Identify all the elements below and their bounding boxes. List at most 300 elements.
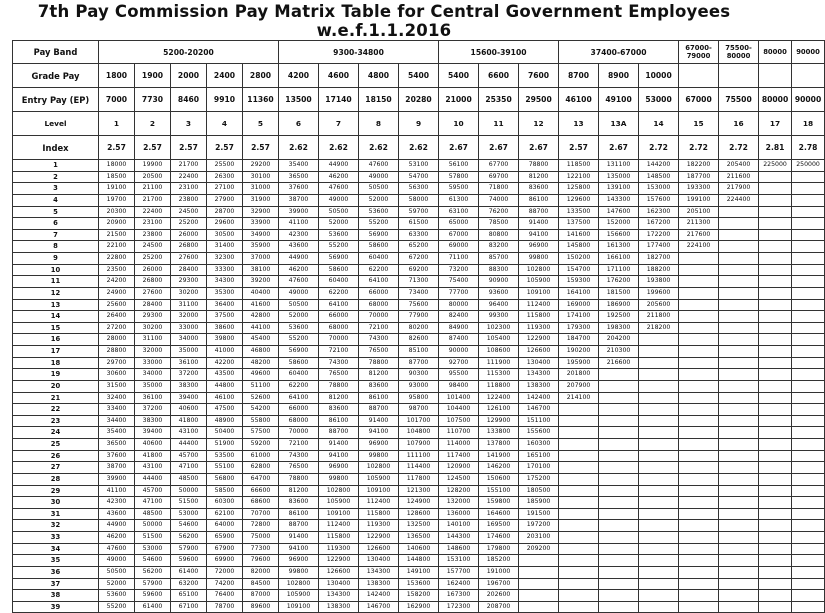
pay-cell <box>679 532 719 544</box>
pay-cell: 29200 <box>243 160 279 172</box>
pay-cell: 225000 <box>759 160 792 172</box>
pay-cell: 39400 <box>171 392 207 404</box>
table-row <box>13 497 825 509</box>
pay-cell: 83200 <box>479 241 519 253</box>
pay-cell: 53000 <box>171 508 207 520</box>
pay-cell: 197200 <box>519 520 559 532</box>
pay-cell: 112400 <box>359 497 399 509</box>
grade-pay-cell: 4800 <box>359 64 399 88</box>
pay-cell <box>759 392 792 404</box>
entry-pay-cell: 9910 <box>207 88 243 112</box>
pay-cell: 58600 <box>319 264 359 276</box>
pay-cell: 33300 <box>207 264 243 276</box>
pay-cell: 27600 <box>171 253 207 265</box>
table-row <box>13 415 825 427</box>
grade-pay-cell: 7600 <box>519 64 559 88</box>
pay-cell: 27200 <box>99 322 135 334</box>
level-cell: 13A <box>599 112 639 136</box>
pay-cell <box>679 543 719 555</box>
pay-cell: 96900 <box>279 555 319 567</box>
index-value-cell: 2.57 <box>99 136 135 160</box>
pay-cell <box>639 555 679 567</box>
row-index-cell: 3 <box>13 183 99 195</box>
table-row <box>13 473 825 485</box>
pay-cell: 46200 <box>279 264 319 276</box>
pay-cell: 34400 <box>99 415 135 427</box>
pay-cell: 147600 <box>599 206 639 218</box>
grade-pay-cell: 8700 <box>559 64 599 88</box>
pay-cell: 28400 <box>135 299 171 311</box>
pay-cell: 153000 <box>639 183 679 195</box>
pay-cell: 91400 <box>319 439 359 451</box>
pay-cell: 63300 <box>399 229 439 241</box>
pay-cell: 28700 <box>207 206 243 218</box>
pay-cell <box>679 299 719 311</box>
pay-cell: 32000 <box>135 346 171 358</box>
pay-cell: 32300 <box>207 253 243 265</box>
pay-cell <box>719 206 759 218</box>
row-index-cell: 34 <box>13 543 99 555</box>
pay-cell: 112400 <box>519 299 559 311</box>
pay-cell: 142400 <box>359 590 399 602</box>
pay-cell: 37600 <box>279 183 319 195</box>
pay-cell <box>719 520 759 532</box>
pay-cell: 27900 <box>207 194 243 206</box>
pay-cell: 81200 <box>519 171 559 183</box>
pay-cell: 126600 <box>359 543 399 555</box>
pay-cell: 49600 <box>243 369 279 381</box>
level-cell: 1 <box>99 112 135 136</box>
pay-cell: 148500 <box>639 171 679 183</box>
index-label: Index <box>13 136 99 160</box>
pay-cell <box>559 462 599 474</box>
row-index-cell: 20 <box>13 380 99 392</box>
row-index-cell: 4 <box>13 194 99 206</box>
pay-cell: 56100 <box>439 160 479 172</box>
entry-pay-cell: 13500 <box>279 88 319 112</box>
level-row <box>13 112 825 136</box>
entry-pay-cell: 17140 <box>319 88 359 112</box>
pay-cell: 68000 <box>279 415 319 427</box>
pay-cell <box>759 276 792 288</box>
pay-cell: 54600 <box>135 555 171 567</box>
pay-cell: 102800 <box>519 264 559 276</box>
pay-cell: 34900 <box>243 229 279 241</box>
pay-cell <box>559 601 599 613</box>
pay-cell: 61300 <box>439 194 479 206</box>
pay-cell: 40600 <box>135 439 171 451</box>
pay-cell: 61500 <box>399 218 439 230</box>
pay-cell: 146700 <box>519 404 559 416</box>
pay-cell: 29600 <box>207 218 243 230</box>
pay-cell <box>719 415 759 427</box>
pay-cell: 165100 <box>519 450 559 462</box>
pay-cell: 30200 <box>135 322 171 334</box>
pay-cell: 224100 <box>679 241 719 253</box>
pay-cell: 22800 <box>99 253 135 265</box>
pay-cell <box>719 369 759 381</box>
pay-cell: 175200 <box>519 473 559 485</box>
table-row <box>13 566 825 578</box>
pay-cell: 107500 <box>439 415 479 427</box>
pay-cell: 21700 <box>135 194 171 206</box>
pay-cell: 25500 <box>207 160 243 172</box>
pay-cell: 26300 <box>207 171 243 183</box>
entry-pay-cell: 18150 <box>359 88 399 112</box>
pay-cell: 74200 <box>207 578 243 590</box>
pay-cell <box>759 427 792 439</box>
pay-cell: 184700 <box>559 334 599 346</box>
pay-cell: 159300 <box>559 276 599 288</box>
pay-cell <box>719 380 759 392</box>
pay-cell: 86100 <box>279 508 319 520</box>
pay-cell <box>519 578 559 590</box>
grade-pay-cell: 1900 <box>135 64 171 88</box>
pay-cell <box>559 497 599 509</box>
pay-cell: 72100 <box>319 346 359 358</box>
table-row <box>13 462 825 474</box>
pay-cell: 185900 <box>519 497 559 509</box>
pay-cell: 20900 <box>99 218 135 230</box>
pay-cell: 64100 <box>279 392 319 404</box>
pay-cell: 174600 <box>479 532 519 544</box>
pay-band-cell: 5200-20200 <box>99 41 279 64</box>
pay-cell <box>792 171 825 183</box>
pay-cell: 104800 <box>399 427 439 439</box>
pay-cell: 23500 <box>99 264 135 276</box>
pay-cell: 63100 <box>439 206 479 218</box>
pay-cell: 129600 <box>559 194 599 206</box>
pay-cell <box>759 439 792 451</box>
pay-cell: 21700 <box>171 160 207 172</box>
pay-cell: 201800 <box>559 369 599 381</box>
pay-cell: 47600 <box>279 276 319 288</box>
pay-cell: 114400 <box>399 462 439 474</box>
index-row <box>13 136 825 160</box>
pay-cell: 164100 <box>559 287 599 299</box>
pay-cell: 82400 <box>439 311 479 323</box>
pay-cell: 129900 <box>479 415 519 427</box>
pay-cell: 108600 <box>479 346 519 358</box>
pay-cell: 91400 <box>279 532 319 544</box>
pay-cell: 153100 <box>439 555 479 567</box>
pay-cell <box>559 578 599 590</box>
pay-cell: 43100 <box>171 427 207 439</box>
row-index-cell: 13 <box>13 299 99 311</box>
pay-cell: 93600 <box>479 287 519 299</box>
pay-cell: 195900 <box>559 357 599 369</box>
pay-cell <box>679 346 719 358</box>
pay-cell <box>792 450 825 462</box>
pay-cell: 94100 <box>359 427 399 439</box>
pay-cell: 29300 <box>171 276 207 288</box>
pay-cell: 145800 <box>559 241 599 253</box>
pay-cell: 34300 <box>207 276 243 288</box>
pay-cell: 44800 <box>207 380 243 392</box>
entry-pay-cell: 53000 <box>639 88 679 112</box>
pay-cell: 144200 <box>639 160 679 172</box>
pay-cell <box>792 415 825 427</box>
pay-cell: 105900 <box>359 473 399 485</box>
pay-cell <box>759 264 792 276</box>
index-value-cell: 2.62 <box>319 136 359 160</box>
row-index-cell: 2 <box>13 171 99 183</box>
row-index-cell: 38 <box>13 590 99 602</box>
pay-cell: 125800 <box>559 183 599 195</box>
pay-cell: 153600 <box>399 578 439 590</box>
pay-cell <box>719 439 759 451</box>
pay-cell: 134300 <box>359 566 399 578</box>
pay-cell: 81200 <box>279 485 319 497</box>
pay-cell: 111100 <box>399 450 439 462</box>
row-index-cell: 23 <box>13 415 99 427</box>
pay-cell: 51900 <box>207 439 243 451</box>
entry-pay-cell: 7730 <box>135 88 171 112</box>
pay-cell: 18000 <box>99 160 135 172</box>
row-index-cell: 14 <box>13 311 99 323</box>
table-row <box>13 520 825 532</box>
pay-cell <box>719 334 759 346</box>
pay-cell: 211600 <box>719 171 759 183</box>
pay-cell: 86100 <box>519 194 559 206</box>
pay-cell: 80200 <box>399 322 439 334</box>
pay-cell <box>599 485 639 497</box>
pay-cell: 150200 <box>559 253 599 265</box>
pay-cell: 26800 <box>135 276 171 288</box>
pay-cell: 121300 <box>399 485 439 497</box>
index-value-cell: 2.57 <box>135 136 171 160</box>
pay-cell: 109100 <box>519 287 559 299</box>
row-index-cell: 5 <box>13 206 99 218</box>
pay-cell <box>792 287 825 299</box>
pay-cell: 41800 <box>135 450 171 462</box>
pay-cell <box>719 357 759 369</box>
pay-cell: 122100 <box>559 171 599 183</box>
pay-cell: 171100 <box>599 264 639 276</box>
table-row <box>13 543 825 555</box>
pay-cell <box>719 462 759 474</box>
pay-cell: 83600 <box>279 497 319 509</box>
pay-cell: 44900 <box>279 253 319 265</box>
pay-cell: 30200 <box>171 287 207 299</box>
pay-cell <box>759 299 792 311</box>
pay-cell <box>639 543 679 555</box>
pay-cell <box>719 427 759 439</box>
pay-cell <box>519 590 559 602</box>
pay-cell: 101700 <box>399 415 439 427</box>
pay-cell <box>759 566 792 578</box>
pay-cell <box>599 415 639 427</box>
pay-cell <box>759 380 792 392</box>
pay-cell: 38700 <box>99 462 135 474</box>
pay-cell <box>559 404 599 416</box>
pay-cell: 43100 <box>135 462 171 474</box>
pay-cell: 209200 <box>519 543 559 555</box>
pay-cell: 49000 <box>359 171 399 183</box>
pay-cell: 133500 <box>559 206 599 218</box>
pay-cell: 19900 <box>135 160 171 172</box>
pay-cell <box>759 218 792 230</box>
pay-cell: 167300 <box>439 590 479 602</box>
entry-pay-label: Entry Pay (EP) <box>13 88 99 112</box>
row-index-cell: 1 <box>13 160 99 172</box>
pay-cell <box>679 380 719 392</box>
index-value-cell: 2.62 <box>359 136 399 160</box>
pay-cell: 99800 <box>319 473 359 485</box>
pay-cell: 50500 <box>99 566 135 578</box>
pay-cell: 162300 <box>639 206 679 218</box>
pay-cell <box>639 369 679 381</box>
pay-cell <box>719 497 759 509</box>
pay-cell: 134300 <box>319 590 359 602</box>
pay-band-cell: 9300-34800 <box>279 41 439 64</box>
pay-cell: 38700 <box>279 194 319 206</box>
pay-cell <box>759 241 792 253</box>
pay-cell: 20500 <box>135 171 171 183</box>
pay-cell: 48500 <box>171 473 207 485</box>
pay-cell: 38100 <box>243 264 279 276</box>
pay-cell: 50000 <box>171 485 207 497</box>
index-value-cell: 2.62 <box>399 136 439 160</box>
pay-cell <box>559 508 599 520</box>
entry-pay-cell: 7000 <box>99 88 135 112</box>
pay-cell: 78800 <box>359 357 399 369</box>
pay-cell: 216600 <box>599 357 639 369</box>
pay-cell: 130400 <box>519 357 559 369</box>
table-row <box>13 450 825 462</box>
pay-cell <box>792 299 825 311</box>
pay-cell <box>719 532 759 544</box>
grade-pay-cell <box>792 64 825 88</box>
level-cell: 3 <box>171 112 207 136</box>
pay-cell: 224400 <box>719 194 759 206</box>
pay-cell: 56900 <box>279 346 319 358</box>
pay-cell: 37500 <box>207 311 243 323</box>
pay-cell: 162400 <box>439 578 479 590</box>
pay-cell: 31000 <box>243 183 279 195</box>
pay-cell: 56800 <box>207 473 243 485</box>
grade-pay-cell <box>719 64 759 88</box>
pay-cell <box>599 532 639 544</box>
pay-cell: 67700 <box>479 160 519 172</box>
pay-cell: 190200 <box>559 346 599 358</box>
pay-cell: 50400 <box>207 427 243 439</box>
pay-cell <box>759 287 792 299</box>
pay-cell: 76500 <box>359 346 399 358</box>
pay-cell <box>759 590 792 602</box>
pay-cell <box>679 485 719 497</box>
table-row <box>13 357 825 369</box>
pay-cell: 85700 <box>479 253 519 265</box>
pay-cell: 210300 <box>599 346 639 358</box>
pay-cell: 59700 <box>399 206 439 218</box>
pay-cell: 53100 <box>399 160 439 172</box>
pay-cell: 162900 <box>399 601 439 613</box>
pay-cell: 143300 <box>599 194 639 206</box>
pay-cell <box>559 543 599 555</box>
grade-pay-cell: 2400 <box>207 64 243 88</box>
pay-cell: 47500 <box>207 404 243 416</box>
grade-pay-row <box>13 64 825 88</box>
pay-cell <box>559 555 599 567</box>
pay-cell <box>679 264 719 276</box>
pay-cell: 53500 <box>207 450 243 462</box>
pay-cell: 39900 <box>99 473 135 485</box>
pay-cell: 96400 <box>479 299 519 311</box>
pay-cell: 72100 <box>279 439 319 451</box>
index-value-cell: 2.67 <box>479 136 519 160</box>
pay-cell: 149100 <box>399 566 439 578</box>
pay-cell <box>679 497 719 509</box>
pay-cell: 37200 <box>171 369 207 381</box>
pay-cell: 205600 <box>639 299 679 311</box>
table-row <box>13 218 825 230</box>
pay-cell: 115800 <box>519 311 559 323</box>
pay-cell <box>679 287 719 299</box>
pay-matrix-header <box>13 41 825 160</box>
table-row <box>13 264 825 276</box>
row-index-cell: 8 <box>13 241 99 253</box>
table-row <box>13 253 825 265</box>
pay-cell: 167200 <box>639 218 679 230</box>
pay-cell <box>719 601 759 613</box>
grade-pay-cell: 1800 <box>99 64 135 88</box>
pay-cell: 185200 <box>479 555 519 567</box>
pay-cell <box>759 555 792 567</box>
pay-cell <box>639 485 679 497</box>
table-row <box>13 578 825 590</box>
pay-cell: 65100 <box>171 590 207 602</box>
pay-cell <box>792 520 825 532</box>
pay-cell: 67100 <box>171 601 207 613</box>
row-index-cell: 25 <box>13 439 99 451</box>
pay-cell: 57800 <box>439 171 479 183</box>
pay-cell: 84900 <box>439 322 479 334</box>
pay-cell <box>792 334 825 346</box>
pay-cell: 95800 <box>399 392 439 404</box>
pay-cell: 75400 <box>439 276 479 288</box>
pay-cell: 62800 <box>243 462 279 474</box>
pay-cell <box>639 601 679 613</box>
index-value-cell: 2.67 <box>599 136 639 160</box>
pay-cell: 151100 <box>519 415 559 427</box>
pay-cell: 35900 <box>243 241 279 253</box>
pay-cell <box>679 415 719 427</box>
pay-cell: 90900 <box>479 276 519 288</box>
pay-cell <box>639 508 679 520</box>
pay-cell: 41800 <box>171 415 207 427</box>
pay-cell: 217900 <box>719 183 759 195</box>
pay-cell: 29700 <box>99 357 135 369</box>
pay-cell: 23100 <box>135 218 171 230</box>
entry-pay-cell: 46100 <box>559 88 599 112</box>
level-label: Level <box>13 112 99 136</box>
pay-cell: 40400 <box>243 287 279 299</box>
pay-cell: 115300 <box>479 369 519 381</box>
pay-cell: 155600 <box>519 427 559 439</box>
pay-cell: 91400 <box>359 415 399 427</box>
pay-cell <box>599 566 639 578</box>
pay-cell: 78800 <box>519 160 559 172</box>
entry-pay-cell: 29500 <box>519 88 559 112</box>
pay-cell: 48500 <box>135 508 171 520</box>
index-value-cell: 2.72 <box>679 136 719 160</box>
pay-cell: 86100 <box>359 392 399 404</box>
pay-cell: 62200 <box>359 264 399 276</box>
row-index-cell: 36 <box>13 566 99 578</box>
table-row <box>13 508 825 520</box>
row-index-cell: 18 <box>13 357 99 369</box>
